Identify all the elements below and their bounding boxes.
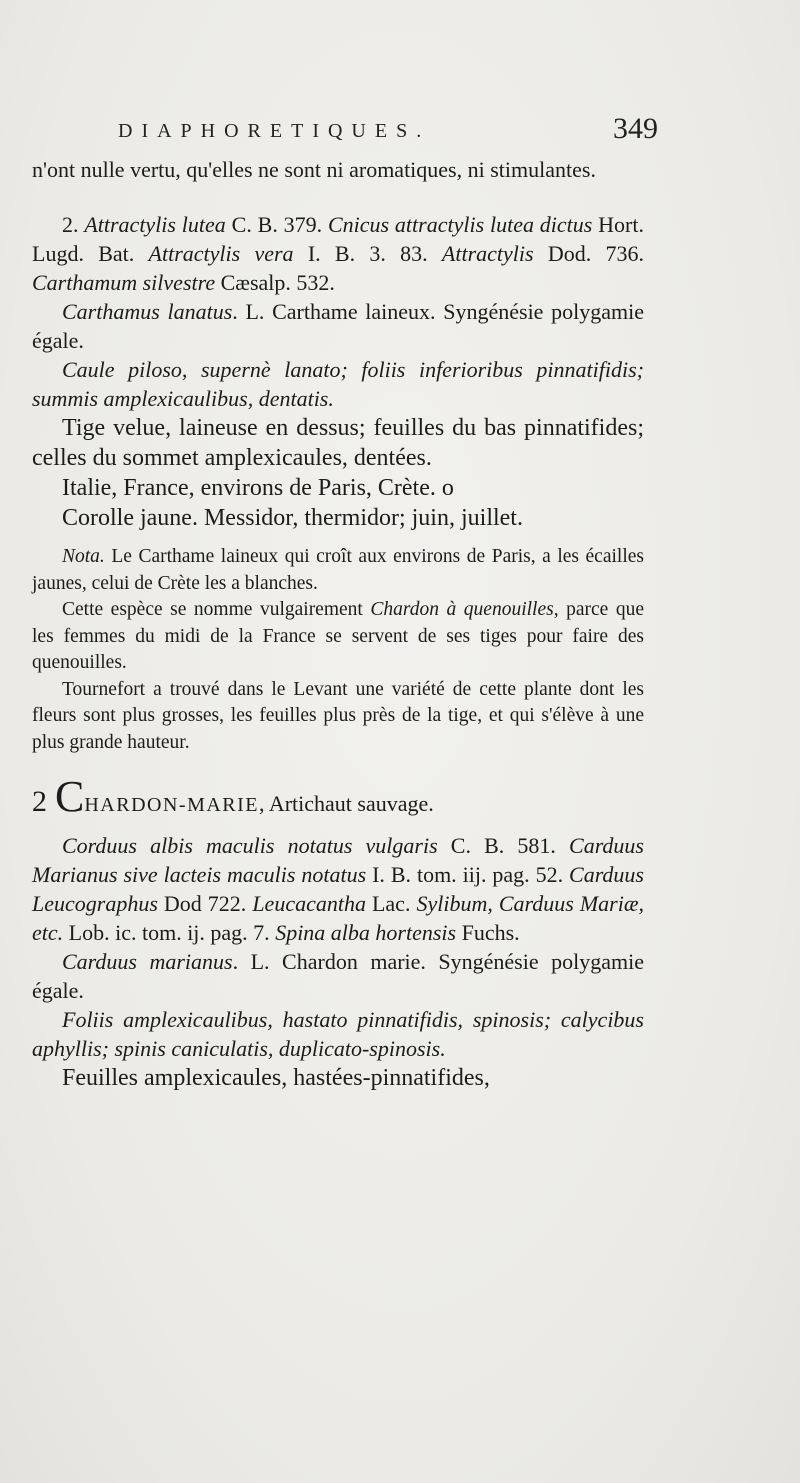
chardon-marie-synonyms: Corduus albis maculis notatus vulgaris C. B. 581. Carduus Marianus sive lacteis maculis notatus I. B. tom. iij. pag. 52. Carduus Leucographus Dod 722. Leucacantha Lac. Sylibum, Carduus Mariæ, etc. Lob. ic. tom. ij. pag. 7. Spina alba hortensis Fuchs.	[32, 833, 645, 945]
entry-attractylis-synonyms: 2. Attractylis lutea C. B. 379. Cnicus attractylis lutea dictus Hort. Lugd. Bat. Attractylis vera I. B. 3. 83. Attractylis Dod. 736. Carthamum silvestre Cæsalp. 532.	[32, 212, 644, 295]
carduus-name: Carduus marianus. L. Chardon marie. Syngénésie polygamie égale.	[32, 949, 644, 1003]
quenouilles-paragraph: Cette espèce se nomme vulgairement Chardon à quenouilles, parce que les femmes du midi de la France se servent de ses tiges pour faire des quenouilles.	[32, 599, 644, 673]
carduus-latin-description: Foliis amplexicaulibus, hastato pinnatifidis, spinosis; calycibus aphyllis; spinis caniculatis, duplicato-spinosis.	[32, 1007, 644, 1061]
paragraph-continuation: n'ont nulle vertu, qu'elles ne sont ni aromatiques, ni stimulantes.	[32, 157, 596, 182]
carthamus-latin-description: Caule piloso, supernè lanato; foliis inferioribus pinnatifidis; summis amplexicaulibus, dentatis.	[32, 357, 644, 411]
carthamus-flowering: Corolle jaune. Messidor, thermidor; juin, juillet.	[62, 505, 523, 531]
body-text	[32, 155, 644, 1093]
carthamus-name: Carthamus lanatus. L. Carthame laineux. Syngénésie polygamie égale.	[32, 299, 644, 353]
running-title: DIAPHORETIQUES.	[118, 120, 431, 142]
carduus-french-description: Feuilles amplexicaules, hastées-pinnatifides,	[62, 1065, 490, 1091]
tournefort-paragraph: Tournefort a trouvé dans le Levant une variété de cette plante dont les fleurs sont plus grosses, les feuilles plus près de la tige, et qui s'élève à une plus grande hauteur.	[32, 678, 644, 753]
nota-paragraph: Nota. Le Carthame laineux qui croît aux environs de Paris, a les écailles jaunes, celui de Crète les a blanches.	[32, 546, 644, 594]
carthamus-habitat: Italie, France, environs de Paris, Crète. o	[62, 475, 454, 501]
entry-chardon-marie-heading: 2 CHARDON-MARIE, Artichaut sauvage.	[32, 772, 434, 821]
page-number: 349	[613, 112, 658, 145]
carthamus-french-description: Tige velue, laineuse en dessus; feuilles du bas pinnatifides; celles du sommet amplexicaules, dentées.	[32, 415, 644, 471]
page-header	[118, 112, 658, 152]
